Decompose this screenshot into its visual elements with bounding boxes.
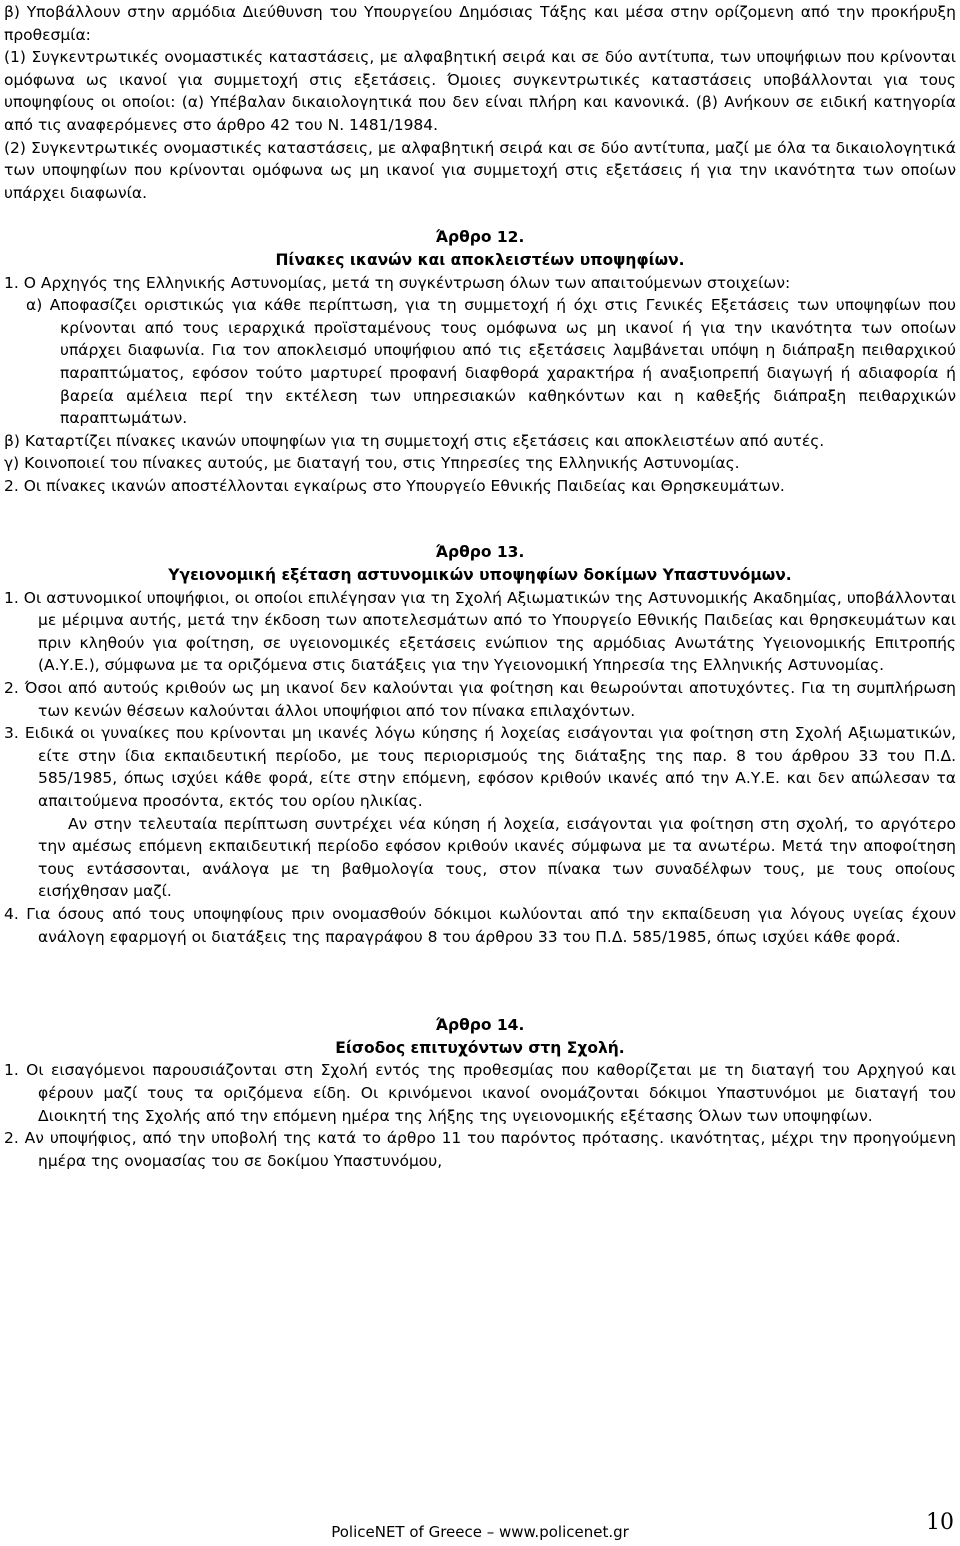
article-12-par-1: 1. Ο Αρχηγός της Ελληνικής Αστυνομίας, μετά τη συγκέντρωση όλων των απαιτούμενων στοιχείων:: [4, 273, 791, 292]
spacer: [4, 204, 956, 226]
article-12-heading: Άρθρο 12.: [435, 228, 525, 247]
spacer: [4, 992, 956, 1014]
spacer: [4, 948, 956, 992]
paragraph-list-capable: (1) Συγκεντρωτικές ονομαστικές καταστάσεις, με αλφαβητική σειρά και σε δύο αντίτυπα, των υποψήφιων που κρίνονται ομόφωνα ως ικανοί για συμμετοχή στις εξετάσεις. Όμοιες συγκεντρωτικές καταστάσεις υποβάλλονται για τους υποψηφίους οι οποίοι: (α) Υπέβαλαν δικαιολογητικά που δεν είναι πλήρη και κανονικά. (β) Ανήκουν σε ειδική κατηγορία από τις αναφερόμενες στο άρθρο 42 του Ν. 1481/1984.: [4, 48, 956, 134]
article-13-heading: Άρθρο 13.: [435, 543, 525, 562]
article-12-item-b: β) Καταρτίζει πίνακες ικανών υποψηφίων για τη συμμετοχή στις εξετάσεις και αποκλειστέων από αυτές.: [4, 431, 825, 450]
paragraph-b-submission: β) Υποβάλλουν στην αρμόδια Διεύθυνση του Υπουργείου Δημόσιας Τάξης και μέσα στην ορίζομενη από την προκήρυξη προθεσμία:: [4, 3, 956, 44]
article-13-par-3: 3. Ειδικά οι γυναίκες που κρίνονται μη ικανές λόγω κύησης ή λοχείας εισάγονται για φοίτηση στη Σχολή Αξιωματικών, είτε στην ίδια εκπαιδευτική περίοδο, με τους περιορισμούς της διάταξης της παρ. 8 του άρθρου 33 του Π.Δ. 585/1985, όπως ισχύει κάθε φορά, είτε στην επόμενη, εφόσον κριθούν ικανές από την Α.Υ.Ε. και δεν απώλεσαν τα απαιτούμενα προσόντα, εκτός του ορίου ηλικίας.: [4, 724, 956, 810]
article-13-par-4: 4. Για όσους από τους υποψηφίους πριν ονομασθούν δόκιμοι κωλύονται από την εκπαίδευση για λόγους υγείας έχουν ανάλογη εφαρμογή οι διατάξεις της παραγράφου 8 του άρθρου 33 του Π.Δ. 585/1985, όπως ισχύει κάθε φορά.: [4, 904, 956, 946]
article-12-par-2: 2. Οι πίνακες ικανών αποστέλλονται εγκαίρως στο Υπουργείο Εθνικής Παιδείας και Θρησκευμάτων.: [4, 476, 785, 495]
spacer: [4, 497, 956, 541]
article-14-par-2: 2. Αν υποψήφιος, από την υποβολή της κατά το άρθρο 11 του παρόντος πρότασης. ικανότητας, μέχρι την προηγούμενη ημέρα της ονομασίας του σε δοκίμου Υπαστυνόμου,: [4, 1129, 956, 1170]
paragraph-list-incapable: (2) Συγκεντρωτικές ονομαστικές καταστάσεις, με αλφαβητική σειρά και σε δύο αντίτυπα, μαζί με όλα τα δικαιολογητικά των υποψηφίων που κρίνονται ομόφωνα ως μη ικανοί για συμμετοχή στις εξετάσεις ή για την ικανότητα των οποίων υπάρχει διαφωνία.: [4, 138, 956, 202]
page-number: 10: [926, 1510, 954, 1535]
document-page: [4, 1, 956, 1172]
article-14-title: Είσοδος επιτυχόντων στη Σχολή.: [335, 1038, 625, 1057]
article-13-par-2: 2. Όσοι από αυτούς κριθούν ως μη ικανοί δεν καλούνται για φοίτηση και θεωρούνται αποτυχόντες. Για τη συμπλήρωση των κενών θέσεων καλούνται άλλοι υποψήφιοι από τον πίνακα επιλαχόντων.: [4, 679, 956, 720]
article-14-par-1: 1. Οι εισαγόμενοι παρουσιάζονται στη Σχολή εντός της προθεσμίας που καθορίζεται με τη διαταγή του Αρχηγού και φέρουν μαζί τους τα οριζόμενα είδη. Οι κρινόμενοι ικανοί ονομάζονται δόκιμοι Υπαστυνόμοι με διαταγή του Διοικητή της Σχολής από την επόμενη ημέρα της λήξης της υγειονομικής εξέτασης Όλων των υποψηφίων.: [4, 1061, 956, 1125]
article-13-par-3-cont: Αν στην τελευταία περίπτωση συντρέχει νέα κύηση ή λοχεία, εισάγονται για φοίτηση στη σχολή, το αργότερο την αμέσως επόμενη εκπαιδευτική περίοδο εφόσον κριθούν ικανές σύμφωνα με τα ανωτέρω. Μετά την αποφοίτηση τους εντάσσονται, ανάλογα με τη βαθμολογία τους, στον πίνακα των συναδέλφων τους, με τους οποίους εισήχθησαν μαζί.: [38, 814, 956, 901]
article-12-item-a: α) Αποφασίζει οριστικώς για κάθε περίπτωση, για τη συμμετοχή ή όχι στις Γενικές Εξετάσεις των υποψηφίων που κρίνονται από τους ιεραρχικά προϊσταμένους τους ομόφωνα ως μη ικανοί ή για την ικανότητα των οποίων υπάρχει διαφωνία. Για τον αποκλεισμό υποψήφιου από τις εξετάσεις λαμβάνεται υπόψη η διάπραξη πειθαρχικού παραπτώματος, εφόσον τούτο μαρτυρεί προφανή διαφθορά χαρακτήρα ή αναξιοπρεπή διαγωγή ή αδιαφορία ή βαρεία αμέλεια περί την εκτέλεση των υπηρεσιακών καθηκόντων και η καθεξής διάπραξη πειθαρχικών παραπτωμάτων.: [26, 296, 956, 428]
article-13-title: Υγειονομική εξέταση αστυνομικών υποψηφίων δοκίμων Υπαστυνόμων.: [168, 566, 792, 585]
page-footer: PoliceNET of Greece – www.policenet.gr: [331, 1523, 629, 1541]
article-13-par-1: 1. Οι αστυνομικοί υποψήφιοι, οι οποίοι επιλέγησαν για τη Σχολή Αξιωματικών της Αστυνομικής Ακαδημίας, υποβάλλονται με μέριμνα αυτής, μετά την έκδοση των αποτελεσμάτων από το Υπουργείο Εθνικής Παιδείας και θρησκευμάτων και πριν κληθούν για φοίτηση, σε υγειονομικές εξετάσεις ενώπιον της αρμόδιας Ανωτάτης Υγειονομικής Επιτροπής (Α.Υ.Ε.), σύμφωνα με τα οριζόμενα στις διατάξεις για την Υγειονομική Υπηρεσία της Ελληνικής Αστυνομίας.: [4, 588, 956, 675]
article-14-heading: Άρθρο 14.: [435, 1016, 525, 1035]
article-12-title: Πίνακες ικανών και αποκλειστέων υποψηφίων.: [275, 250, 685, 269]
article-12-item-c: γ) Κοινοποιεί του πίνακες αυτούς, με διαταγή του, στις Υπηρεσίες της Ελληνικής Αστυνομίας.: [4, 454, 740, 473]
